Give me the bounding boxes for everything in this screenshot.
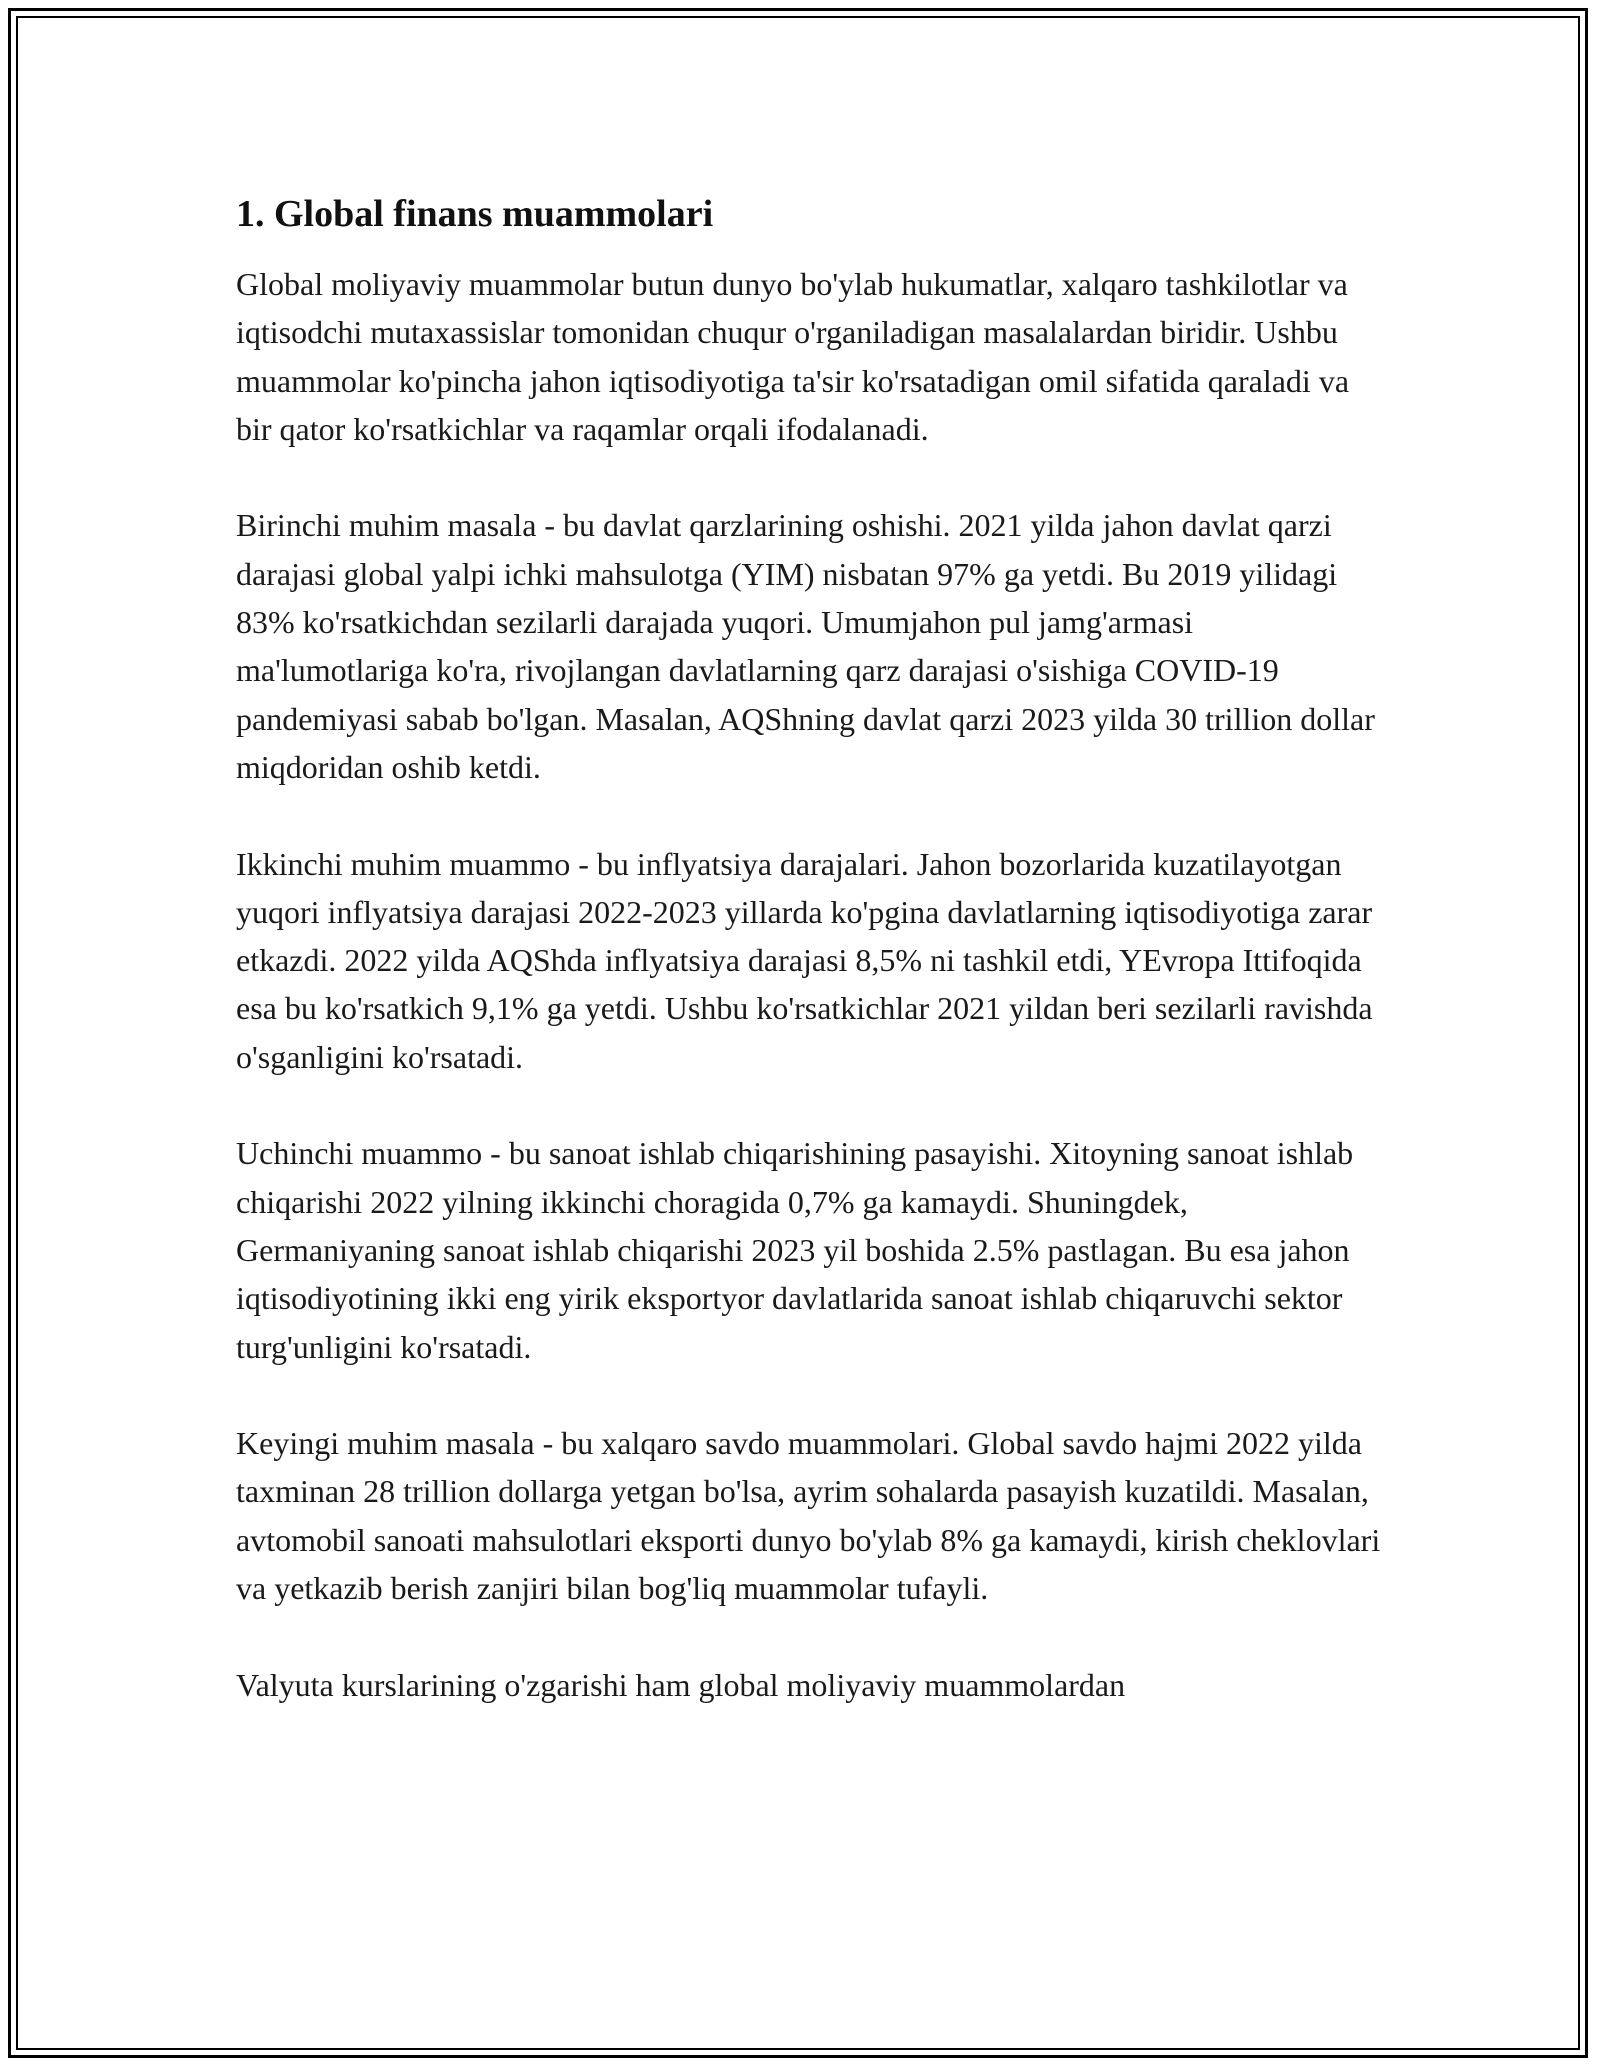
paragraph-inflation: Ikkinchi muhim muammo - bu inflyatsiya darajalari. Jahon bozorlarida kuzatilayotgan yuqori inflyatsiya darajasi 2022-2023 yillarda ko'pgina davlatlarning iqtisodiyotiga zarar etkazdi. 2022 yilda AQShda inflyatsiya darajasi 8,5% ni tashkil etdi, YEvropa Ittifoqida esa bu ko'rsatkich 9,1% ga yetdi. Ushbu ko'rsatkichlar 2021 yildan beri sezilarli ravishda o'sganligini ko'rsatadi. (236, 845, 1373, 1075)
document-title: 1. Global finans muammolari (236, 193, 714, 235)
paragraph-industrial-production: Uchinchi muammo - bu sanoat ishlab chiqarishining pasayishi. Xitoyning sanoat ishlab chiqarishi 2022 yilning ikkinchi choragida 0,7% ga kamaydi. Shuningdek, Germaniyaning sanoat ishlab chiqarishi 2023 yil boshida 2.5% pastlagan. Bu esa jahon iqtisodiyotining ikki eng yirik eksportyor davlatlarida sanoat ishlab chiqaruvchi sektor turg'unligini ko'rsatadi. (236, 1135, 1354, 1365)
document-body (236, 186, 1386, 1757)
paragraph-international-trade: Keyingi muhim masala - bu xalqaro savdo muammolari. Global savdo hajmi 2022 yilda taxminan 28 trillion dollarga yetgan bo'lsa, ayrim sohalarda pasayish kuzatildi. Masalan, avtomobil sanoati mahsulotlari eksporti dunyo bo'ylab 8% ga kamaydi, kirish cheklovlari va yetkazib berish zanjiri bilan bog'liq muammolar tufayli. (236, 1425, 1381, 1607)
paragraph-intro: Global moliyaviy muammolar butun dunyo bo'ylab hukumatlar, xalqaro tashkilotlar va iqtisodchi mutaxassislar tomonidan chuqur o'rganiladigan masalalardan biridir. Ushbu muammolar ko'pincha jahon iqtisodiyotiga ta'sir ko'rsatadigan omil sifatida qaraladi va bir qator ko'rsatkichlar va raqamlar orqali ifodalanadi. (236, 266, 1350, 447)
paragraph-public-debt: Birinchi muhim masala - bu davlat qarzlarining oshishi. 2021 yilda jahon davlat qarzi darajasi global yalpi ichki mahsulotga (YIM) nisbatan 97% ga yetdi. Bu 2019 yilidagi 83% ko'rsatkichdan sezilarli darajada yuqori. Umumjahon pul jamg'armasi ma'lumotlariga ko'ra, rivojlangan davlatlarning qarz darajasi o'sishiga COVID-19 pandemiyasi sabab bo'lgan. Masalan, AQShning davlat qarzi 2023 yilda 30 trillion dollar miqdoridan oshib ketdi. (236, 507, 1375, 785)
paragraph-currency-rates: Valyuta kurslarining o'zgarishi ham global moliyaviy muammolardan (236, 1666, 1126, 1703)
